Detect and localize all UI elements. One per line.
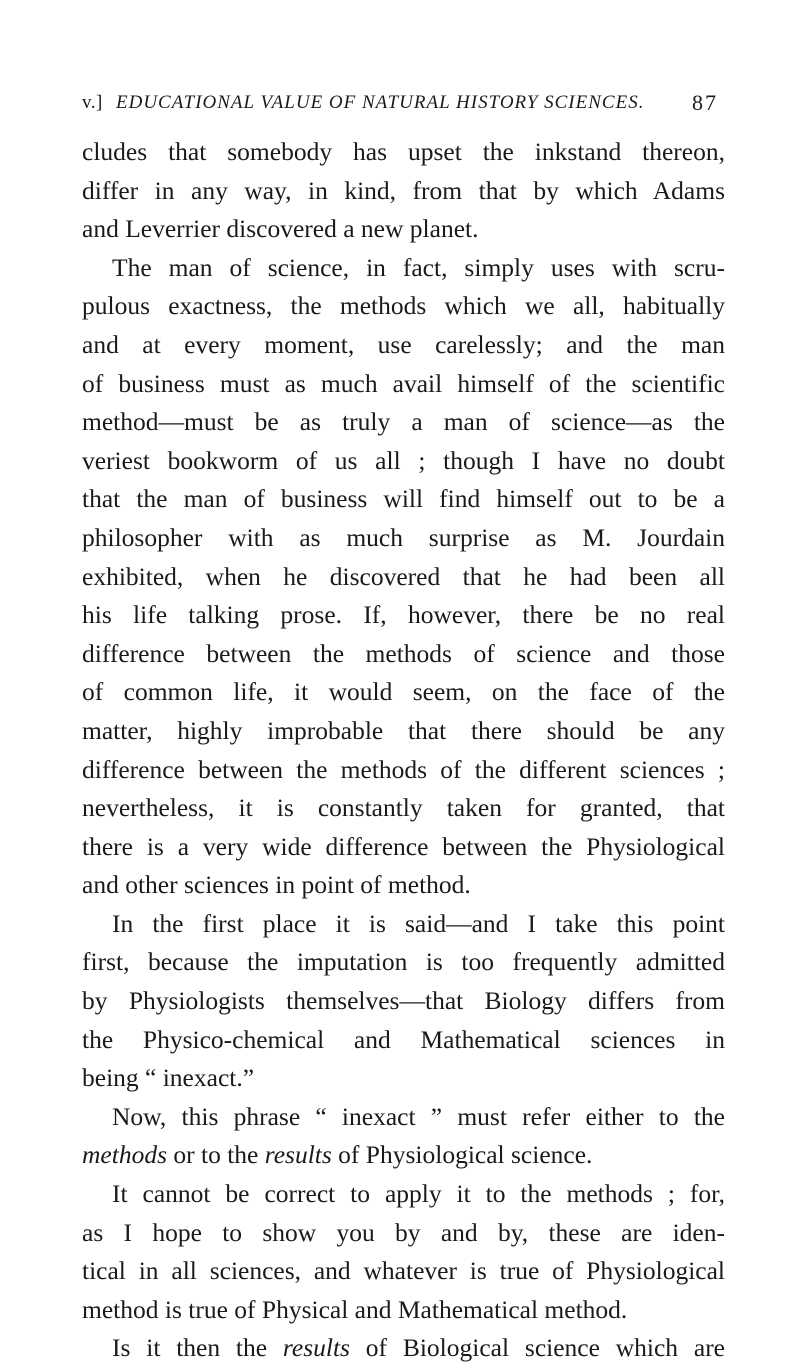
text-line: Now, this phrase “ inexact ” must refer either to the — [112, 1101, 725, 1131]
text-line: matter, highly improbable that there should be any — [82, 715, 725, 745]
italic-results: results — [282, 1333, 350, 1363]
text-line: exhibited, when he discovered that he had been all — [82, 561, 725, 591]
page-number: 87 — [692, 90, 718, 115]
text-line: difference between the methods of the different sciences ; — [82, 754, 725, 784]
text-line: pulous exactness, the methods which we all, habitually — [82, 291, 725, 321]
text-line: and Leverrier discovered a new planet. — [82, 214, 479, 244]
running-head — [82, 88, 718, 118]
text-line: the Physico-chemical and Mathematical sciences in — [82, 1024, 725, 1054]
chapter-marker: v.] — [82, 92, 103, 113]
running-title: EDUCATIONAL VALUE OF NATURAL HISTORY SCIENCES. — [116, 92, 645, 113]
text-line: differ in any way, in kind, from that by which Adams — [82, 175, 725, 205]
text-line: veriest bookworm of us all ; though I have no doubt — [82, 445, 725, 475]
text-line: first, because the imputation is too frequently admitted — [82, 947, 725, 977]
body-text — [82, 133, 725, 1368]
text-line: The man of science, in fact, simply uses with scru- — [112, 252, 725, 282]
text-line: philosopher with as much surprise as M. Jourdain — [82, 522, 725, 552]
text-fragment: of Biological science which are — [349, 1333, 725, 1363]
text-line: method—must be as truly a man of science—as the — [82, 407, 725, 437]
italic-results: results — [264, 1140, 332, 1170]
text-line: cludes that somebody has upset the inkstand thereon, — [82, 137, 725, 166]
text-line: of common life, it would seem, on the face of the — [82, 677, 725, 707]
text-fragment: of Physiological science. — [331, 1140, 593, 1170]
text-fragment: Is it then the — [112, 1333, 283, 1363]
text-line: In the first place it is said—and I take this point — [112, 908, 725, 938]
text-line: by Physiologists themselves—that Biology differs from — [82, 986, 725, 1016]
text-line: and at every moment, use carelessly; and the man — [82, 329, 725, 359]
text-line: his life talking prose. If, however, there be no real — [82, 600, 725, 630]
text-line: tical in all sciences, and whatever is true of Physiological — [82, 1256, 725, 1286]
text-line: and other sciences in point of method. — [82, 870, 471, 900]
text-line: as I hope to show you by and by, these are iden- — [82, 1217, 725, 1247]
text-line — [82, 1136, 725, 1175]
text-line: nevertheless, it is constantly taken for granted, that — [82, 793, 725, 823]
text-line — [82, 1329, 725, 1368]
text-line: being “ inexact.” — [82, 1063, 255, 1093]
text-line: method is true of Physical and Mathematical method. — [82, 1294, 628, 1324]
text-line: It cannot be correct to apply it to the methods ; for, — [112, 1179, 725, 1209]
text-line: of business must as much avail himself of the scientific — [82, 368, 725, 398]
text-line: there is a very wide difference between the Physiological — [82, 831, 725, 861]
italic-methods: methods — [82, 1140, 167, 1170]
text-line: that the man of business will find himself out to be a — [82, 484, 725, 514]
text-fragment: or to the — [167, 1140, 265, 1170]
text-line: difference between the methods of science and those — [82, 638, 725, 668]
